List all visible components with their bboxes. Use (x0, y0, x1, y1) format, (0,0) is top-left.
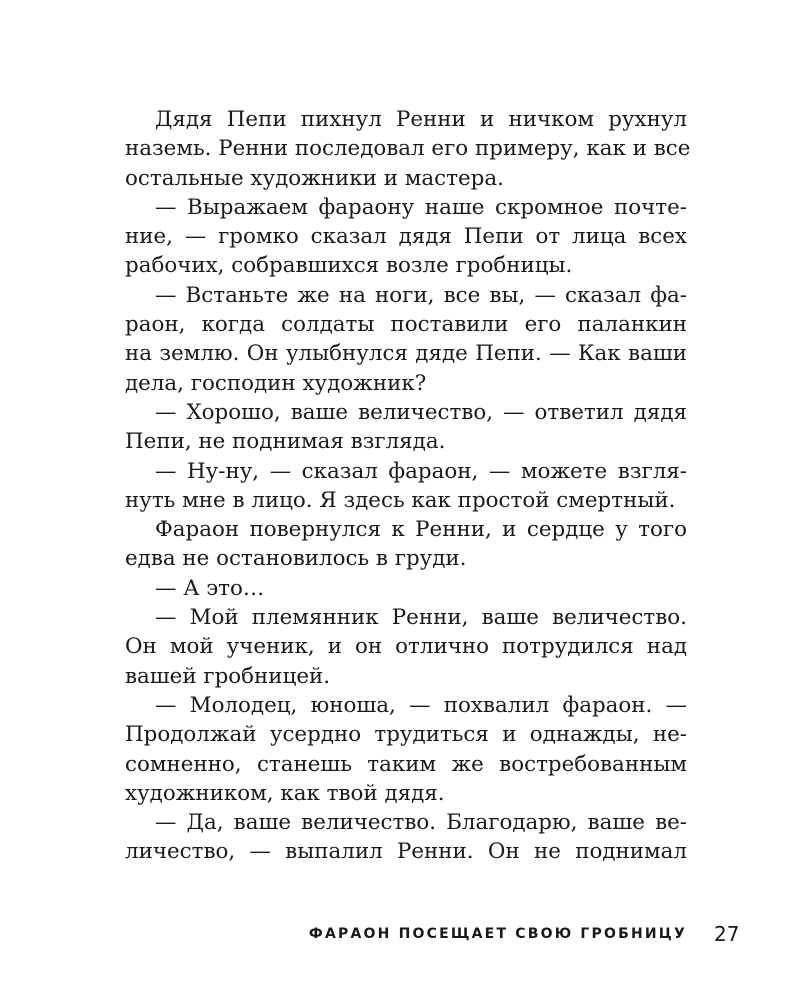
text-line: раон, когда солдаты поставили его паланкин (125, 312, 687, 338)
page-footer (0, 924, 800, 948)
text-line: — Выражаем фараону наше скромное почте- (155, 194, 687, 220)
text-line: — А это… (155, 575, 265, 601)
text-line: Он мой ученик, и он отлично потрудился над (125, 634, 687, 660)
text-line: рабочих, собравшихся возле гробницы. (125, 253, 573, 279)
text-line: нуть мне в лицо. Я здесь как простой смертный. (125, 487, 676, 513)
text-line: Дядя Пепи пихнул Ренни и ничком рухнул (155, 107, 687, 132)
text-line: вашей гробницей. (125, 663, 331, 689)
body-text (125, 105, 691, 867)
text-line: — Хорошо, ваше величество, — ответил дядя (155, 399, 687, 425)
text-line: Продолжай усердно трудиться и однажды, не- (125, 722, 687, 748)
page-number: 27 (714, 922, 740, 946)
text-line: личество, — выпалил Ренни. Он не поднимал (125, 839, 687, 865)
text-line: ние, — громко сказал дядя Пепи от лица всех (125, 224, 687, 250)
text-line: — Да, ваше величество. Благодарю, ваше ве- (155, 810, 687, 836)
text-line: — Молодец, юноша, — похвалил фараон. — (155, 692, 687, 718)
text-line: на землю. Он улыбнулся дяде Пепи. — Как ваши (125, 341, 687, 367)
text-line: сомненно, станешь таким же востребованным (125, 751, 687, 777)
text-line: — Мой племянник Ренни, ваше величество. (155, 605, 687, 631)
text-line: едва не остановилось в груди. (125, 546, 467, 572)
text-line: Пепи, не поднимая взгляда. (125, 429, 446, 455)
text-line: наземь. Ренни последовал его примеру, как и все (125, 136, 691, 162)
text-line: дела, господин художник? (125, 370, 427, 396)
running-head: ФАРАОН ПОСЕЩАЕТ СВОЮ ГРОБНИЦУ (308, 926, 687, 942)
text-line: — Ну-ну, — сказал фараон, — можете взгля- (155, 458, 687, 484)
text-line: художником, как твой дядя. (125, 780, 445, 806)
text-line: Фараон повернулся к Ренни, и сердце у того (155, 517, 687, 543)
text-line: остальные художники и мастера. (125, 165, 504, 191)
text-line: — Встаньте же на ноги, все вы, — сказал фа- (155, 282, 687, 308)
